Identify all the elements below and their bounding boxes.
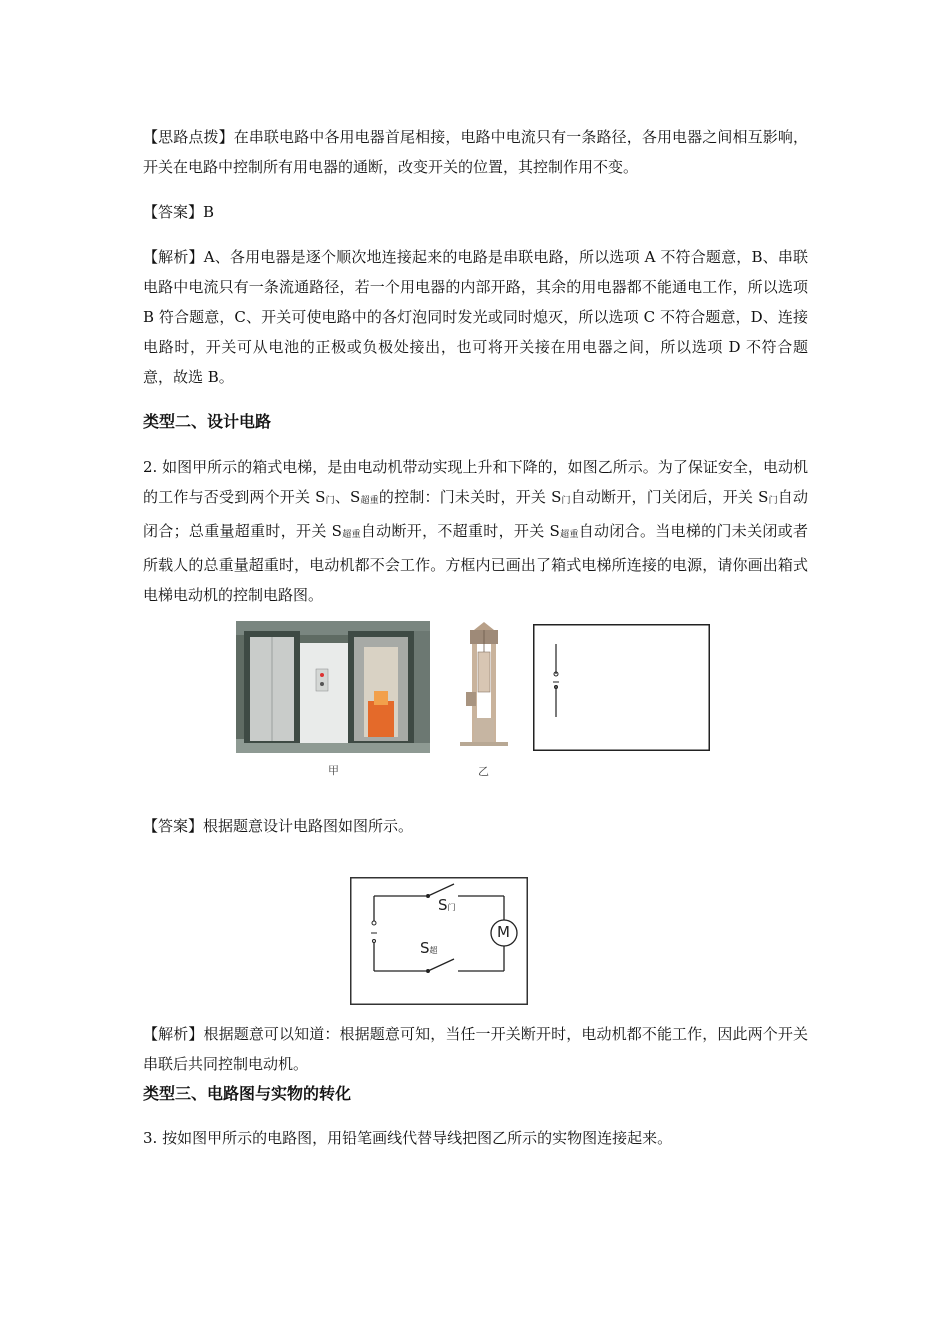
analysis-2-text: 根据题意可以知道：根据题意可知，当任一开关断开时，电动机都不能工作，因此两个开关串联后共同控制电动机。 xyxy=(143,1025,808,1073)
q2-sub-over-2: 超重 xyxy=(341,530,361,540)
q2-text-7: 自动闭合。当电梯的门未关闭或者所载人的总重量超重时，电动机都不会工作。方框内已画出了箱式电梯所连接的电源，请你画出箱式电梯电动机的控制电路图。 xyxy=(143,522,808,604)
caption-jia: 甲 xyxy=(328,764,339,777)
switch-overload-label: S超 xyxy=(420,939,438,957)
question-2 xyxy=(143,452,808,610)
analysis-1-label: 【解析】 xyxy=(143,248,204,266)
q2-sub-door-2: 门 xyxy=(561,496,571,506)
answer-1-label: 【答案】 xyxy=(143,203,204,221)
q2-sub-over: 超重 xyxy=(360,496,379,506)
hint-text: 在串联电路中各用电器首尾相接，电路中电流只有一条路径，各用电器之间相互影响，开关在电路中控制所有用电器的通断，改变开关的位置，其控制作用不变。 xyxy=(143,128,808,176)
q2-sub-over-3: 超重 xyxy=(559,530,579,540)
answer-2 xyxy=(143,811,808,841)
caption-yi: 乙 xyxy=(478,765,489,778)
answer-1 xyxy=(143,197,808,227)
analysis-1-text: A、各用电器是逐个顺次地连接起来的电路是串联电路，所以选项 A 不符合题意，B、串联电路中电流只有一条流通路径，若一个用电器的内部开路，其余的用电器都不能通电工作，所以选项 B 符合题意，C、开关可使电路中的各灯泡同时发光或同时熄灭，所以选项 C 不符合题意，D、连接电路时，开关可从电池的正极或负极处接出，也可将开关接在用电器之间，所以选项 D 不符合题意，故选 B。 xyxy=(143,248,808,386)
q2-text-5: 自动闭合；总重量超重时，开关 S xyxy=(143,488,808,540)
q2-text-6: 自动断开，不超重时，开关 S xyxy=(360,522,560,540)
switch-door-label: S门 xyxy=(438,896,456,914)
answer-box-with-battery xyxy=(533,624,710,751)
q2-text-3: 的控制：门未关时，开关 S xyxy=(378,488,562,506)
section-2-heading: 类型二、设计电路 xyxy=(143,412,272,431)
elevator-shaft-diagram xyxy=(460,622,508,746)
section-3-heading: 类型三、电路图与实物的转化 xyxy=(143,1084,352,1103)
question-3: 3. 按如图甲所示的电路图，用铅笔画线代替导线把图乙所示的实物图连接起来。 xyxy=(143,1129,673,1147)
q2-text-4: 自动断开，门关闭后，开关 S xyxy=(570,488,769,506)
q2-text-2: 、S xyxy=(334,488,361,506)
q2-sub-door: 门 xyxy=(325,496,335,506)
hint-paragraph xyxy=(143,122,808,182)
analysis-1 xyxy=(143,242,808,392)
analysis-2-label: 【解析】 xyxy=(143,1025,204,1043)
q2-sub-door-3: 门 xyxy=(768,496,778,506)
elevator-photo xyxy=(236,621,430,753)
answer-2-label: 【答案】 xyxy=(143,817,204,835)
answer-1-text: B xyxy=(203,203,215,221)
hint-label: 【思路点拨】 xyxy=(143,128,234,146)
motor-label: M xyxy=(497,923,510,941)
q2-text-1: 2. 如图甲所示的箱式电梯，是由电动机带动实现上升和下降的，如图乙所示。为了保证安全，电动机的工作与否受到两个开关 S xyxy=(143,458,808,506)
analysis-2 xyxy=(143,1019,808,1079)
answer-2-text: 根据题意设计电路图如图所示。 xyxy=(203,817,414,835)
